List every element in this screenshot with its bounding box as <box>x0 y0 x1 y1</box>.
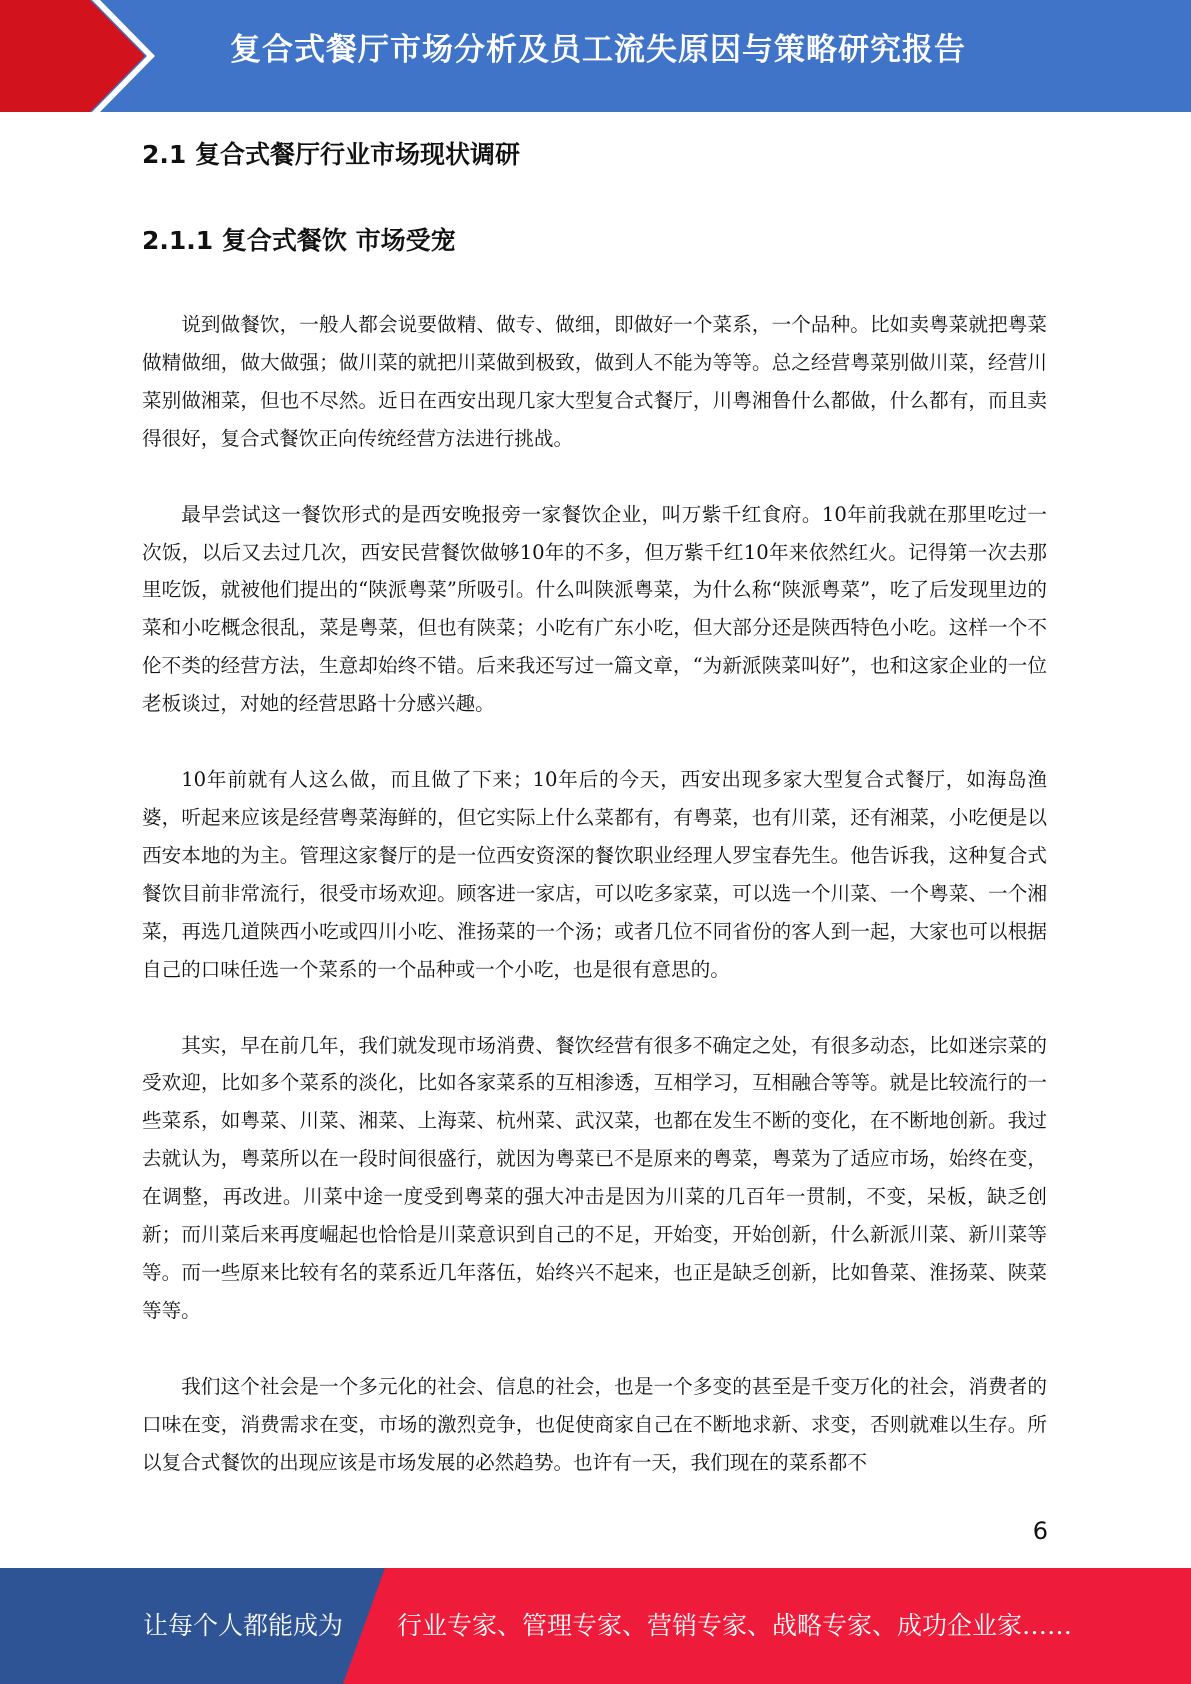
footer-slogan-left: 让每个人都能成为 <box>143 1611 344 1640</box>
body-paragraph: 说到做餐饮，一般人都会说要做精、做专、做细，即做好一个菜系，一个品种。比如卖粤菜就把粤菜做精做细，做大做强；做川菜的就把川菜做到极致，做到人不能为等等。总之经营粤菜别做川菜，经营川菜别做湘菜，但也不尽然。近日在西安出现几家大型复合式餐厅，川粤湘鲁什么都做，什么都有，而且卖得很好，复合式餐饮正向传统经营方法进行挑战。 <box>142 313 1047 450</box>
report-title: 复合式餐厅市场分析及员工流失原因与策略研究报告 <box>230 32 966 68</box>
page-header <box>0 0 1191 112</box>
body-paragraph: 我们这个社会是一个多元化的社会、信息的社会，也是一个多变的甚至是千变万化的社会，消费者的口味在变，消费需求在变，市场的激烈竞争，也促使商家自己在不断地求新、求变，否则就难以生存。所以复合式餐饮的出现应该是市场发展的必然趋势。也许有一天，我们现在的菜系都不 <box>142 1374 1047 1474</box>
section-heading: 2.1 复合式餐厅行业市场现状调研 <box>142 140 520 169</box>
footer-slogan-right: 行业专家、管理专家、营销专家、战略专家、成功企业家…… <box>397 1611 1073 1640</box>
body-paragraph: 最早尝试这一餐饮形式的是西安晚报旁一家餐饮企业，叫万紫千红食府。10年前我就在那里吃过一次饭，以后又去过几次，西安民营餐饮做够10年的不多，但万紫千红10年来依然红火。记得第一次去那里吃饭，就被他们提出的“陕派粤菜”所吸引。什么叫陕派粤菜，为什么称“陕派粤菜”，吃了后发现里边的菜和小吃概念很乱，菜是粤菜，但也有陕菜；小吃有广东小吃，但大部分还是陕西特色小吃。这样一个不伦不类的经营方法，生意却始终不错。后来我还写过一篇文章，“为新派陕菜叫好”，也和这家企业的一位老板谈过，对她的经营思路十分感兴趣。 <box>142 502 1047 716</box>
body-paragraph: 其实，早在前几年，我们就发现市场消费、餐饮经营有很多不确定之处，有很多动态，比如迷宗菜的受欢迎，比如多个菜系的淡化，比如各家菜系的互相渗透，互相学习，互相融合等等。就是比较流行的一些菜系，如粤菜、川菜、湘菜、上海菜、杭州菜、武汉菜，也都在发生不断的变化，在不断地创新。我过去就认为，粤菜所以在一段时间很盛行，就因为粤菜已不是原来的粤菜，粤菜为了适应市场，始终在变，在调整，再改进。川菜中途一度受到粤菜的强大冲击是因为川菜的几百年一贯制，不变，呆板，缺乏创新；而川菜后来再度崛起也恰恰是川菜意识到自己的不足，开始变，开始创新，什么新派川菜、新川菜等等。而一些原来比较有名的菜系近几年落伍，始终兴不起来，也正是缺乏创新，比如鲁菜、淮扬菜、陕菜等等。 <box>142 1033 1047 1322</box>
page-footer <box>0 1568 1191 1684</box>
page-content <box>142 126 1047 1481</box>
subsection-heading: 2.1.1 复合式餐饮 市场受宠 <box>142 226 456 255</box>
body-paragraph: 10年前就有人这么做，而且做了下来；10年后的今天，西安出现多家大型复合式餐厅，如海岛渔婆，听起来应该是经营粤菜海鲜的，但它实际上什么菜都有，有粤菜，也有川菜，还有湘菜，小吃便是以西安本地的为主。管理这家餐厅的是一位西安资深的餐饮职业经理人罗宝春先生。他告诉我，这种复合式餐饮目前非常流行，很受市场欢迎。顾客进一家店，可以吃多家菜，可以选一个川菜、一个粤菜、一个湘菜，再选几道陕西小吃或四川小吃、淮扬菜的一个汤；或者几位不同省份的客人到一起，大家也可以根据自己的口味任选一个菜系的一个品种或一个小吃，也是很有意思的。 <box>142 768 1047 981</box>
header-chevron-decoration <box>0 0 160 112</box>
page-number: 6 <box>1032 1517 1048 1545</box>
